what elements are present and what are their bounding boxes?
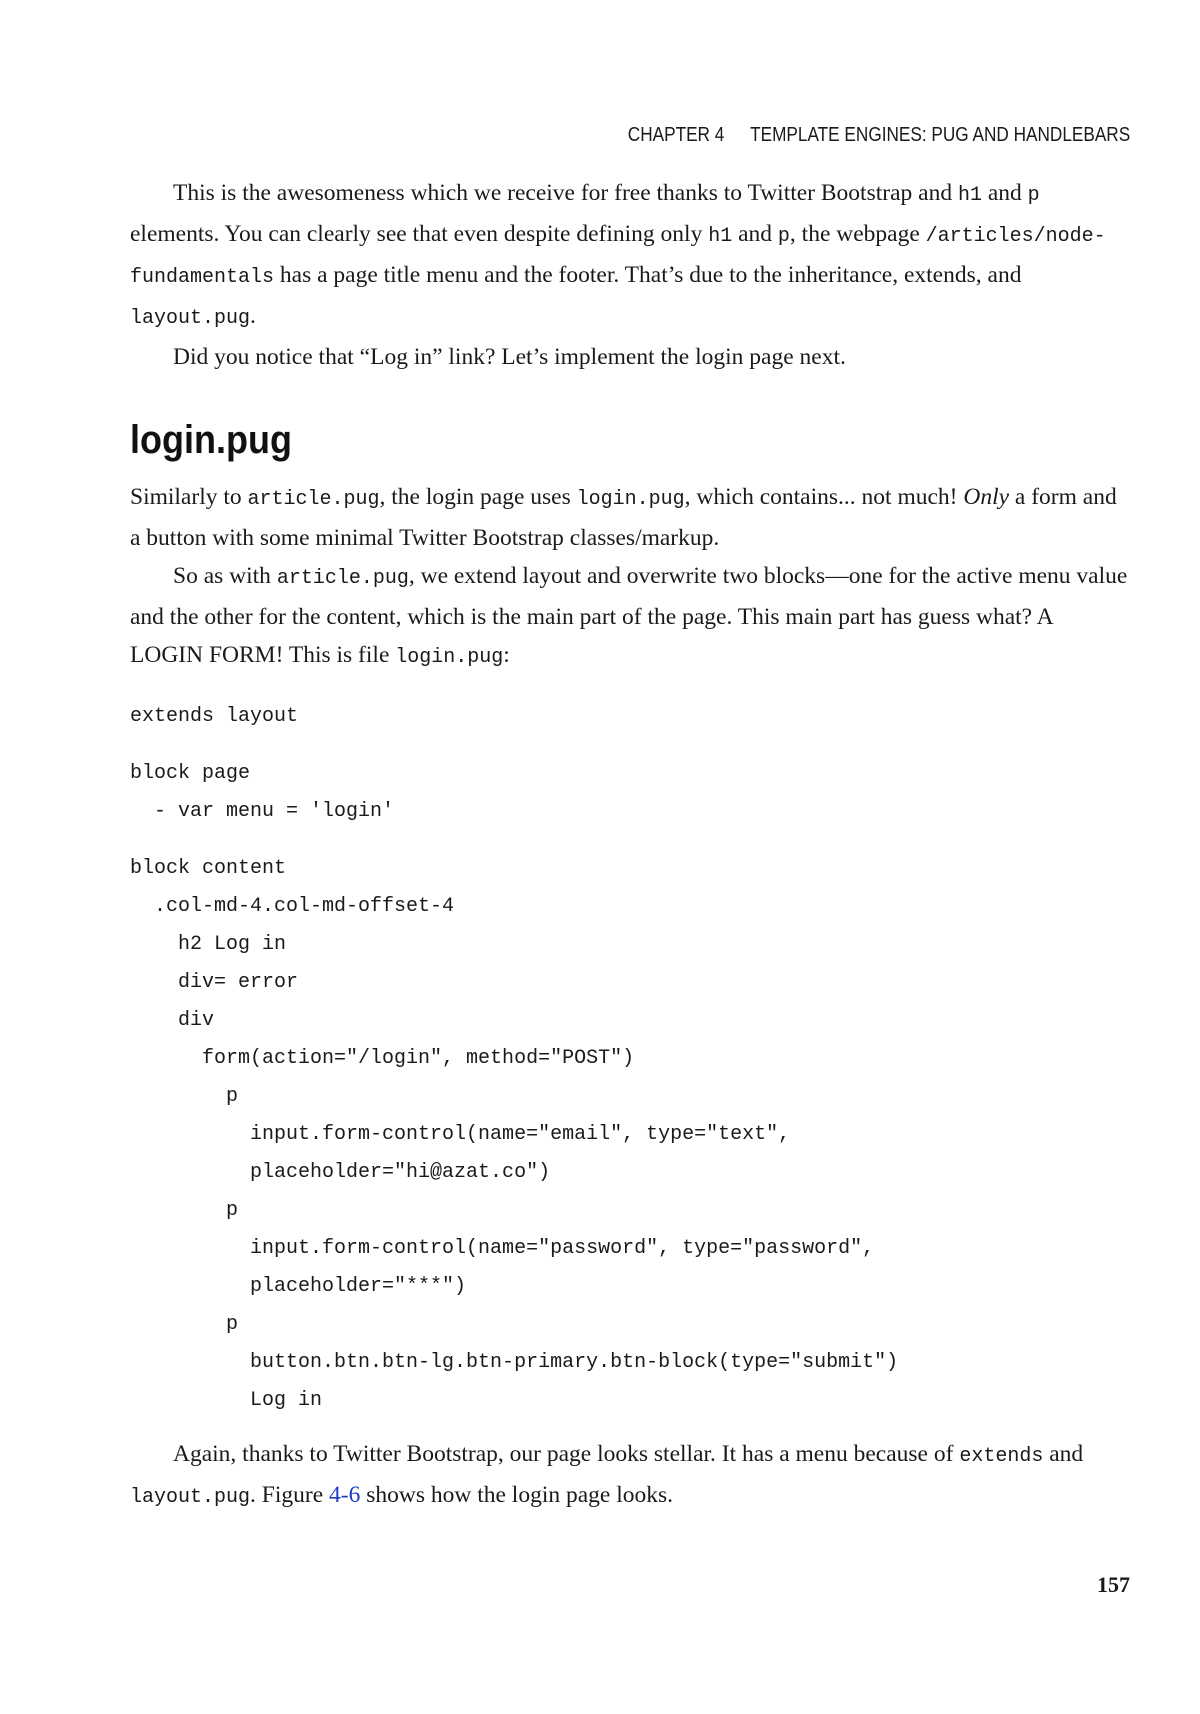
section-paragraph-1: Similarly to article.pug, the login page uses login.pug, which contains... not much! Only a form and a button with some minimal Twitter Bootstrap classes/markup. [130,484,1117,551]
code-line: h2 Log in [130,933,287,956]
intro-text [130,174,1130,376]
book-page [130,0,1130,1714]
code-line: block content [130,857,287,880]
code-line: block page [130,762,251,785]
inline-code: h1 [957,184,982,207]
closing-paragraph: Again, thanks to Twitter Bootstrap, our page looks stellar. It has a menu because of extends and layout.pug. Figure 4-6 shows how the login page looks. [130,1441,1084,1509]
code-line: Log in [130,1389,323,1412]
code-line: p [130,1085,239,1108]
closing-text [130,1435,1130,1517]
inline-code: h1 [708,225,733,248]
code-line: - var menu = 'login' [130,800,395,823]
inline-code: login.pug [395,646,504,669]
emphasis: Only [963,484,1010,510]
intro-paragraph-1: This is the awesomeness which we receive for free thanks to Twitter Bootstrap and h1 and p elements. You can clearly see that even despite defining only h1 and p, the webpage /articles/node-fundamentals has a page title menu and the footer. That’s due to the inheritance, extends, and layout.pug. [130,180,1106,330]
intro-paragraph-2: Did you notice that “Log in” link? Let’s implement the login page next. [173,344,846,370]
code-line: input.form-control(name="email", type="text", [130,1123,791,1146]
code-line: div [130,1009,215,1032]
inline-code: extends [959,1445,1044,1468]
running-header [628,124,1130,147]
inline-code: login.pug [576,488,685,511]
code-line: form(action="/login", method="POST") [130,1047,635,1070]
code-line: input.form-control(name="password", type="password", [130,1237,875,1260]
inline-code: p [1027,184,1040,207]
code-line: placeholder="***") [130,1275,467,1298]
code-listing [130,698,898,1420]
inline-code: layout.pug [130,307,251,330]
section-heading: login.pug [130,418,292,462]
chapter-title: TEMPLATE ENGINES: PUG AND HANDLEBARS [749,124,1130,146]
inline-code: article.pug [276,567,409,590]
inline-code: layout.pug [130,1486,251,1509]
code-line: button.btn.btn-lg.btn-primary.btn-block(type="submit") [130,1351,899,1374]
inline-code: article.pug [247,488,380,511]
chapter-label: CHAPTER 4 [627,124,725,146]
code-line: placeholder="hi@azat.co") [130,1161,551,1184]
code-line: div= error [130,971,299,994]
page-number: 157 [1097,1572,1130,1597]
figure-link[interactable]: 4-6 [329,1482,361,1508]
inline-code: p [777,225,790,248]
inline-code: /articles/node-fundamentals [130,225,1106,289]
section-text [130,478,1130,677]
code-line: p [130,1313,239,1336]
section-paragraph-2: So as with article.pug, we extend layout and overwrite two blocks—one for the active menu value and the other for the content, which is the main part of the page. This main part has guess what? A LOGIN FORM! This is file login.pug: [130,563,1128,669]
code-line: p [130,1199,239,1222]
code-line: .col-md-4.col-md-offset-4 [130,895,455,918]
code-line: extends layout [130,705,299,728]
